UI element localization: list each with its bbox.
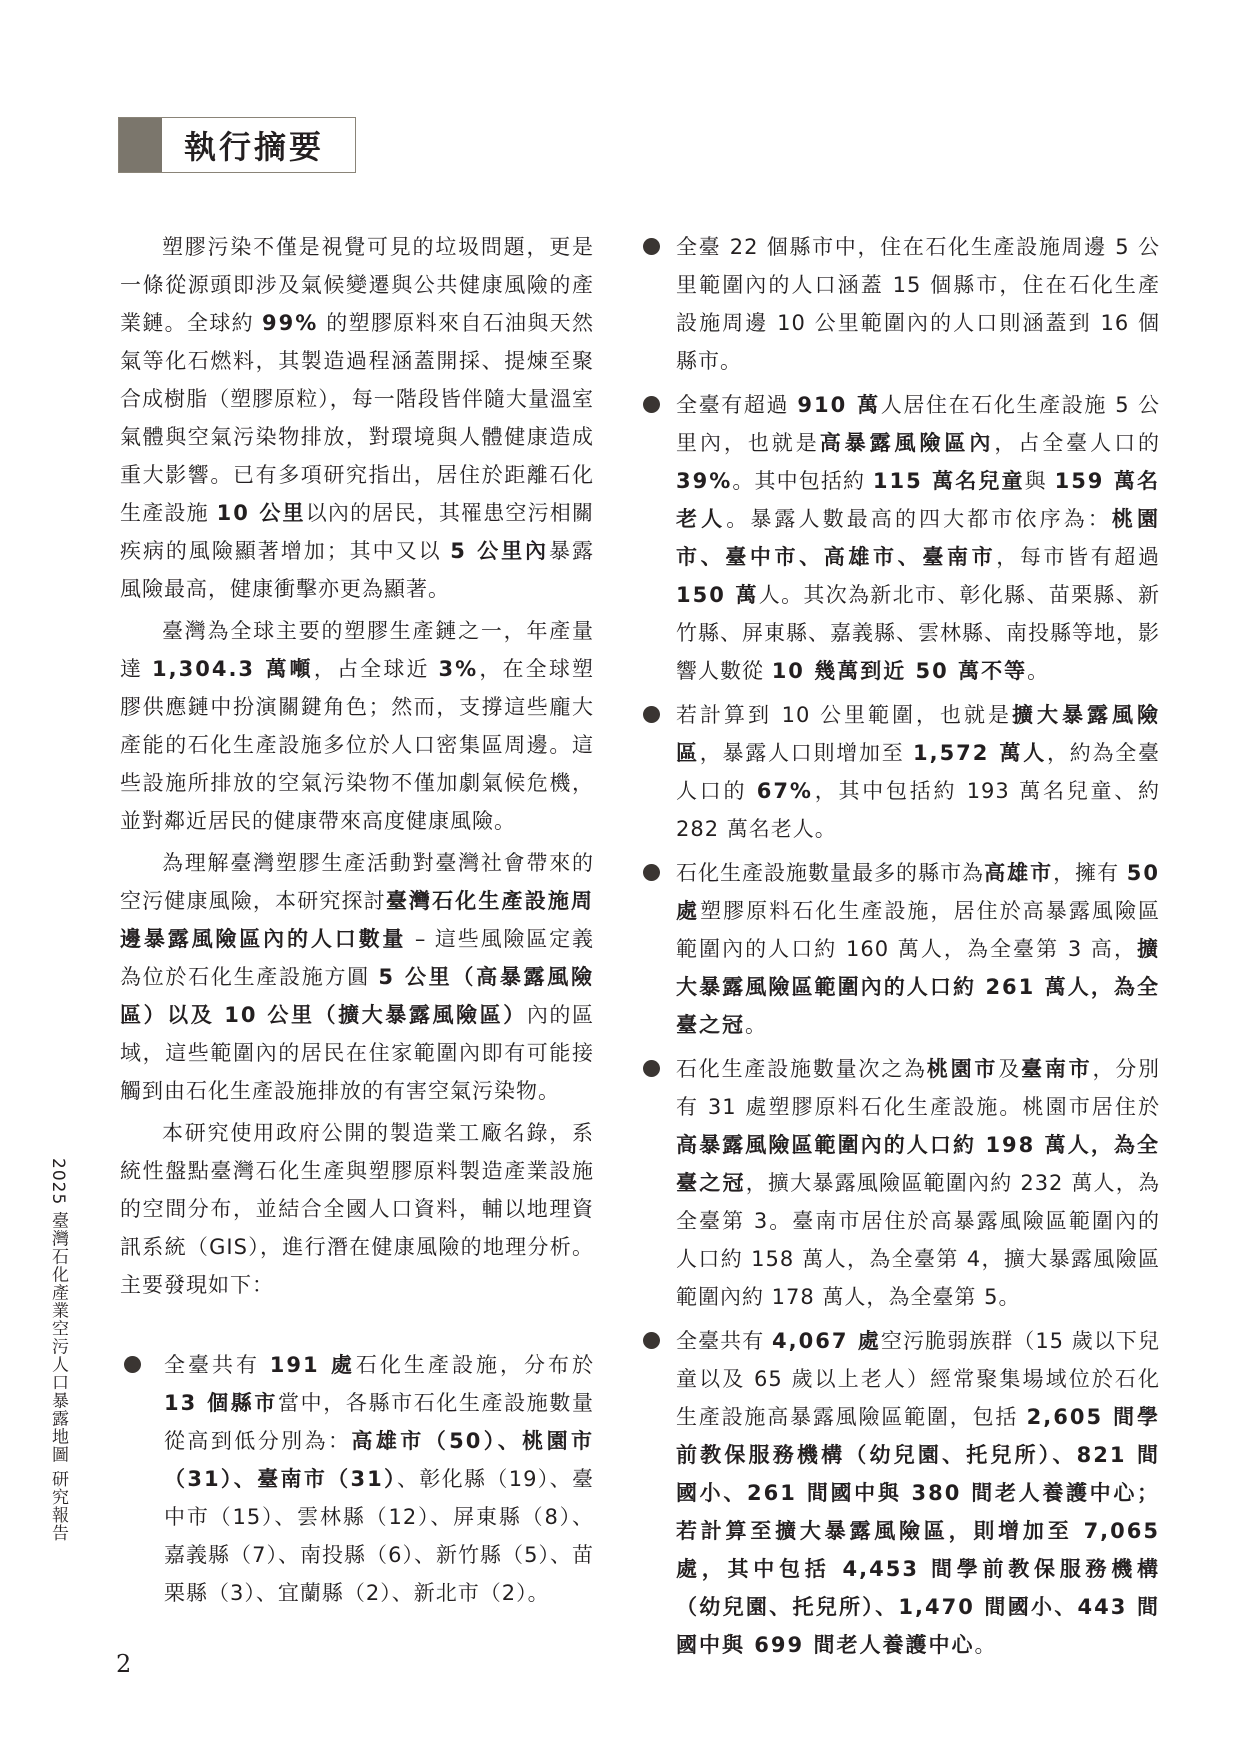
text-run: 當中，各縣市石化生產設施數量從高到低分別為： [164,1391,594,1453]
bold-text: 臺灣石化生產設施周邊暴露風險區內的人口數量 [120,889,595,951]
bold-text: 910 萬 [797,393,881,417]
bullet-dot-icon [643,238,660,255]
text-run: ，其中包括約 193 萬名兒童、約 282 萬名老人。 [676,779,1160,841]
text-run: 塑膠污染不僅是視覺可見的垃圾問題，更是一條從源頭即涉及氣候變遷與公共健康風險的產業鏈。全球約 [120,235,594,335]
text-run: ，占全臺人口的 [994,431,1161,455]
bold-text: 5 公里（高暴露風險區）以及 10 公里（擴大暴露風險區） [120,965,594,1027]
bold-text: 高雄市 [984,861,1054,885]
text-run: ，分別有 31 處塑膠原料石化生產設施。桃園市居住於 [676,1057,1161,1119]
finding-bullet [640,1322,1160,1664]
text-run: 、彰化縣（19）、臺中市（15）、雲林縣（12）、屏東縣（8）、嘉義縣（7）、南投縣（6）、新竹縣（5）、苗栗縣（3）、宜蘭縣（2）、新北市（2）。 [164,1467,594,1605]
text-run: ，在全球塑膠供應鏈中扮演關鍵角色；然而，支撐這些龐大產能的石化生產設施多位於人口密集區周邊。這些設施所排放的空氣污染物不僅加劇氣候危機，並對鄰近居民的健康帶來高度健康風險。 [120,657,594,833]
text-run: 塑膠原料石化生產設施，居住於高暴露風險區範圍內的人口約 160 萬人，為全臺第 3 高， [676,899,1161,961]
bold-text: 39% [676,469,733,493]
intro-paragraph-1 [120,228,594,608]
text-run: 全臺有超過 [676,393,798,417]
bold-text: 67% [756,779,813,803]
finding-bullet [120,1346,594,1612]
text-run: 暴露風險最高，健康衝擊亦更為顯著。 [120,539,594,601]
bold-text: 擴大暴露風險區範圍內的人口約 261 萬人，為全臺之冠 [676,937,1160,1037]
bold-text: 115 萬名兒童 [872,469,1025,493]
bold-text: 50 處 [676,861,1161,923]
bold-text: 4,067 處 [772,1329,881,1353]
bullet-dot-icon [643,864,660,881]
bold-text: 臺南市 [1021,1057,1093,1081]
bullet-dot-icon [643,1332,660,1349]
text-run: 空污脆弱族群（15 歲以下兒童以及 65 歲以上老人）經常聚集場域位於石化生產設施高暴露風險區範圍，包括 [676,1329,1160,1429]
text-run: ，約為全臺人口的 [676,741,1160,803]
bold-text: 1,304.3 萬噸 [152,657,314,681]
title-accent-bar [119,118,162,172]
bold-text: 10 公里 [216,501,306,525]
page-number: 2 [116,1650,132,1678]
text-run: 。 [974,1633,997,1657]
text-run: 人居住在石化生產設施 5 公里內，也就是 [676,393,1160,455]
text-run: 臺灣為全球主要的塑膠生產鏈之一，年產量達 [120,619,594,681]
text-run: 全臺 22 個縣市中，住在石化生產設施周邊 5 公里範圍內的人口涵蓋 15 個縣市，住在石化生產設施周邊 10 公里範圍內的人口則涵蓋到 16 個縣市。 [676,235,1160,373]
text-run: 石化生產設施，分布於 [355,1353,594,1377]
text-run: ，暴露人口則增加至 [699,741,913,765]
text-run: 內的區域，這些範圍內的居民在住家範圍內即有可能接觸到由石化生產設施排放的有害空氣污染物。 [120,1003,594,1103]
finding-bullet [640,386,1160,690]
bold-text: 桃園市、臺中市、高雄市、臺南市 [676,507,1161,569]
text-run: 全臺共有 [676,1329,772,1353]
bold-text: 1,572 萬人 [912,741,1047,765]
bullet-dot-icon [643,706,660,723]
text-run: 與 [1024,469,1055,493]
left-findings-list [120,1346,594,1612]
bold-text: 3% [438,657,479,681]
text-run: 以內的居民，其罹患空污相關疾病的風險顯著增加；其中又以 [120,501,594,563]
intro-paragraph-4 [120,1114,594,1304]
bold-text: 擴大暴露風險區 [676,703,1160,765]
bold-text: 高暴露風險區範圍內的人口約 198 萬人，為全臺之冠 [676,1133,1160,1195]
bullet-dot-icon [643,396,660,413]
text-run: 。暴露人數最高的四大都市依序為： [726,507,1112,531]
bold-text: 高暴露風險區內 [819,431,995,455]
finding-bullet [640,854,1160,1044]
bold-text: 159 萬名老人 [676,469,1160,531]
text-run: 石化生產設施數量最多的縣市為 [676,861,985,885]
finding-bullet [640,696,1160,848]
bold-text: 150 萬 [676,583,759,607]
text-run: 本研究使用政府公開的製造業工廠名錄，系統性盤點臺灣石化生產與塑膠原料製造產業設施的空間分布，並結合全國人口資料，輔以地理資訊系統（GIS），進行潛在健康風險的地理分析。主要發現如下： [120,1121,594,1297]
text-run: 石化生產設施數量次之為 [676,1057,927,1081]
section-title-box [118,117,356,173]
text-run: 若計算到 10 公里範圍，也就是 [676,703,1013,727]
right-findings-list [640,228,1160,1664]
bold-text: 桃園市 [926,1057,999,1081]
bold-text: 191 處 [269,1353,356,1377]
bullet-dot-icon [643,1060,660,1077]
intro-paragraph-3 [120,844,594,1110]
text-run: 。 [1027,659,1050,683]
bold-text: 2,605 間學前教保服務機構（幼兒園、托兒所）、821 間國小、261 間國中與 380 間老人養護中心；若計算至擴大暴露風險區，則增加至 7,065 處，其中包括 4,453 間學前教保服務機構（幼兒園、托兒所）、1,470 間國小、443 間國中與 699 間老人養護中心 [676,1405,1160,1657]
text-run: ，占全球近 [313,657,439,681]
report-spine-label: 2025 臺灣石化產業空污人口暴露地圖 研究報告 [48,1158,68,1543]
bold-text: 13 個縣市 [164,1391,278,1415]
bold-text: 高雄市（50）、桃園市（31）、臺南市（31） [164,1429,594,1491]
intro-paragraph-2 [120,612,594,840]
text-run: ，擁有 [1053,861,1127,885]
text-run: 。其中包括約 [732,469,873,493]
right-column [640,228,1160,1670]
left-column [120,228,594,1618]
text-run: 全臺共有 [164,1353,270,1377]
text-run: 的塑膠原料來自石油與天然氣等化石燃料，其製造過程涵蓋開採、提煉至聚合成樹脂（塑膠原粒），每一階段皆伴隨大量溫室氣體與空氣污染物排放，對環境與人體健康造成重大影響。已有多項研究指出，居住於距離石化生產設施 [120,311,594,525]
bold-text: 10 幾萬到近 50 萬不等 [771,659,1028,683]
text-run: 人。其次為新北市、彰化縣、苗栗縣、新竹縣、屏東縣、嘉義縣、雲林縣、南投縣等地，影響人數從 [676,583,1160,683]
finding-bullet [640,228,1160,380]
text-run: 為理解臺灣塑膠生產活動對臺灣社會帶來的空污健康風險，本研究探討 [120,851,594,913]
text-run: 。 [745,1013,767,1037]
text-run: – 這些風險區定義為位於石化生產設施方圓 [120,927,595,989]
bullet-dot-icon [124,1356,141,1373]
text-run: ，每市皆有超過 [996,545,1161,569]
text-run: ，擴大暴露風險區範圍內約 232 萬人，為全臺第 3。臺南市居住於高暴露風險區範圍內的人口約 158 萬人，為全臺第 4，擴大暴露風險區範圍內約 178 萬人，為全臺第 5。 [676,1171,1160,1309]
bold-text: 99% [262,311,319,335]
text-run: 及 [998,1057,1022,1081]
finding-bullet [640,1050,1160,1316]
page-title: 執行摘要 [184,128,325,166]
bold-text: 5 公里內 [450,539,550,563]
